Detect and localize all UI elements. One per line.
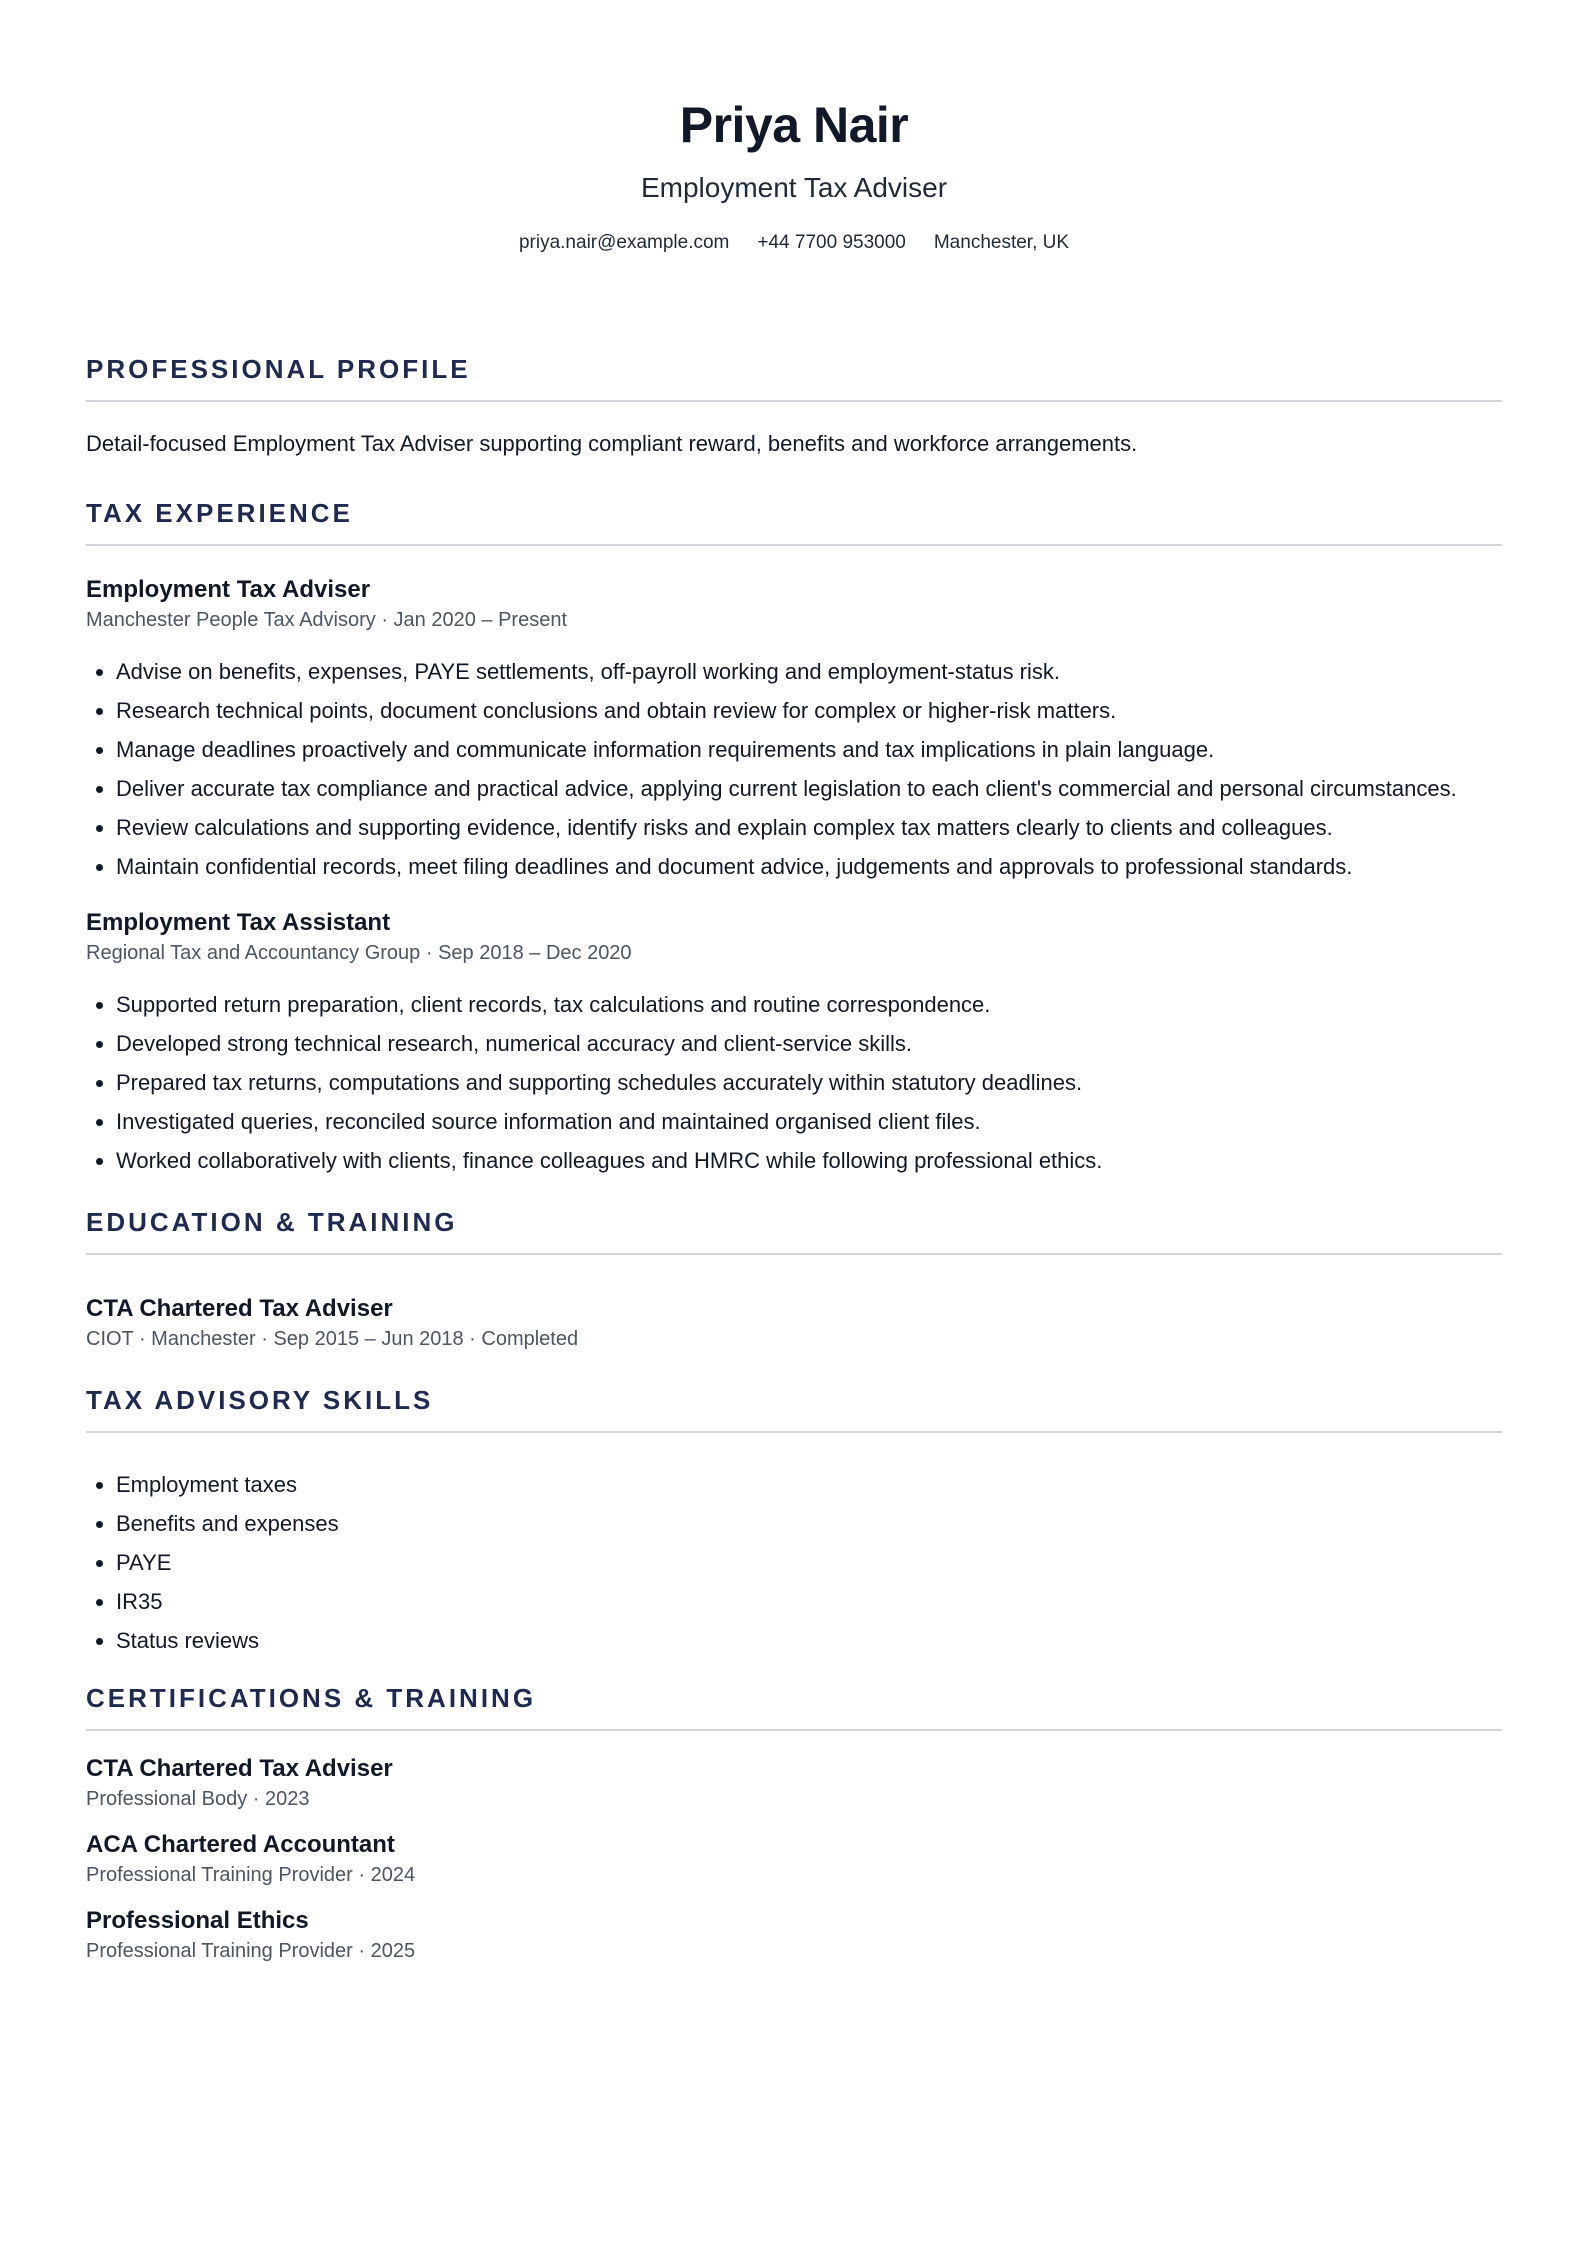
job-bullets (86, 989, 1502, 1177)
job-entry (86, 574, 1502, 883)
list-item: • Research technical points, document conclusions and obtain review for complex or higher-risk matters. (116, 695, 1502, 727)
resume-header (86, 0, 1502, 256)
candidate-title: Employment Tax Adviser (640, 172, 948, 203)
list-item: • Worked collaboratively with clients, finance colleagues and HMRC while following professional ethics. (116, 1145, 1502, 1177)
list-item: • Prepared tax returns, computations and supporting schedules accurately within statutory deadlines. (116, 1067, 1502, 1099)
contact-location: Manchester, UK (933, 232, 1070, 253)
profile-summary: Detail-focused Employment Tax Adviser supporting compliant reward, benefits and workforce arrangements. (86, 431, 1138, 456)
certification-title: CTA Chartered Tax Adviser (86, 1755, 393, 1782)
contact-email[interactable]: priya.nair@example.com (518, 232, 730, 253)
section-title-education: EDUCATION & TRAINING (86, 1205, 1502, 1255)
certification-title: ACA Chartered Accountant (86, 1831, 395, 1858)
certification-meta: Professional Body · 2023 (86, 1788, 310, 1810)
section-skills (86, 1383, 1502, 1657)
certification-title: Professional Ethics (86, 1907, 309, 1934)
list-item: • Status reviews (116, 1625, 1502, 1657)
skills-list (86, 1469, 1502, 1657)
certification-entry (86, 1829, 1502, 1889)
section-education (86, 1205, 1502, 1353)
job-meta: Regional Tax and Accountancy Group · Sep 2018 – Dec 2020 (86, 942, 632, 964)
job-title: Employment Tax Adviser (86, 576, 371, 603)
education-title: CTA Chartered Tax Adviser (86, 1295, 393, 1322)
section-title-profile: PROFESSIONAL PROFILE (86, 352, 1502, 402)
education-meta: CIOT · Manchester · Sep 2015 – Jun 2018 · Completed (86, 1328, 579, 1350)
job-meta: Manchester People Tax Advisory · Jan 2020 – Present (86, 609, 568, 631)
candidate-name: Priya Nair (679, 97, 909, 153)
list-item: • Supported return preparation, client records, tax calculations and routine correspondence. (116, 989, 1502, 1021)
list-item: • Manage deadlines proactively and communicate information requirements and tax implications in plain language. (116, 734, 1502, 766)
contact-line (86, 230, 1502, 256)
list-item: • PAYE (116, 1547, 1502, 1579)
section-title-certifications: CERTIFICATIONS & TRAINING (86, 1681, 1502, 1731)
education-entry (86, 1293, 1502, 1353)
section-certifications (86, 1681, 1502, 1965)
list-item: • Investigated queries, reconciled source information and maintained organised client files. (116, 1106, 1502, 1138)
section-experience (86, 496, 1502, 1177)
list-item: • Benefits and expenses (116, 1508, 1502, 1540)
job-title: Employment Tax Assistant (86, 909, 391, 936)
list-item: • IR35 (116, 1586, 1502, 1618)
job-entry (86, 907, 1502, 1177)
section-title-experience: TAX EXPERIENCE (86, 496, 1502, 546)
certification-entry (86, 1905, 1502, 1965)
list-item: • Deliver accurate tax compliance and practical advice, applying current legislation to each client's commercial and personal circumstances. (116, 773, 1502, 805)
certification-entry (86, 1753, 1502, 1813)
list-item: • Review calculations and supporting evidence, identify risks and explain complex tax matters clearly to clients and colleagues. (116, 812, 1502, 844)
certification-meta: Professional Training Provider · 2024 (86, 1864, 416, 1886)
list-item: • Maintain confidential records, meet filing deadlines and document advice, judgements and approvals to professional standards. (116, 851, 1502, 883)
contact-phone[interactable]: +44 7700 953000 (757, 232, 906, 253)
list-item: • Employment taxes (116, 1469, 1502, 1501)
certification-meta: Professional Training Provider · 2025 (86, 1940, 416, 1962)
list-item: • Developed strong technical research, numerical accuracy and client-service skills. (116, 1028, 1502, 1060)
list-item: • Advise on benefits, expenses, PAYE settlements, off-payroll working and employment-status risk. (116, 656, 1502, 688)
section-profile (86, 352, 1502, 460)
job-bullets (86, 656, 1502, 883)
section-title-skills: TAX ADVISORY SKILLS (86, 1383, 1502, 1433)
